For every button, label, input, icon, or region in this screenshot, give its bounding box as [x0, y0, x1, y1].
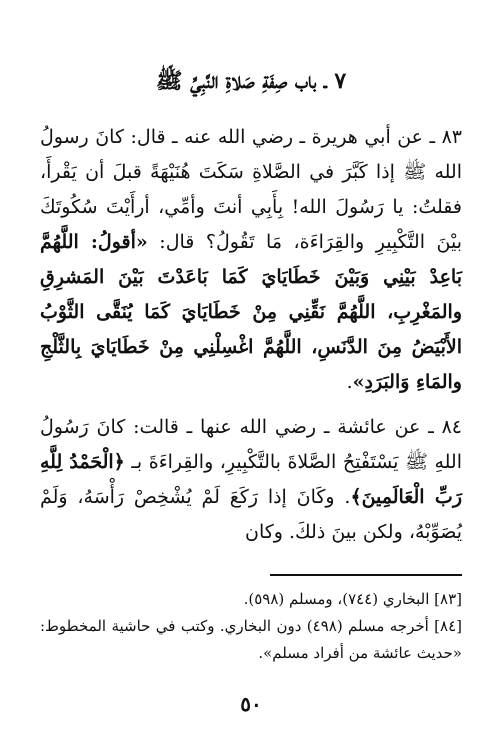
hadith-84-text: ٨٤ ـ عن عائشة ـ رضي الله عنها ـ قالت: كانَ رَسُولُ اللهِ ﷺ يَسْتَفْتِحُ الصَّلاةَ بالتَّكْبِيرِ، والقِراءَةَ بـ: [40, 416, 462, 473]
quran-verse: ﴿الْحَمْدُ لِلَّهِ رَبِّ الْعَالَمِينَ﴾: [40, 451, 462, 508]
hadith-83-text: ٨٣ ـ عن أبي هريرة ـ رضي الله عنه ـ قال: كانَ رسولُ الله ﷺ إذا كَبَّرَ في الصَّلاةِ سَكَتَ هُنَيْهَةً قبلَ أن يَقْرأَ، فقلتُ: يا رَسُولَ الله! بِأَبِي أنتَ وأمِّي، أرأَيْتَ سُكُوتَكَ بيْنَ التَّكْبِيرِ والقِرَاءَة، مَا تَقُولُ؟ قال:: [40, 126, 462, 253]
hadith-83: [40, 120, 462, 400]
footnote-83: [٨٣] البخاري (٧٤٤)، ومسلم (٥٩٨).: [243, 590, 462, 608]
chapter-title: ٧ ـ باب صِفَةِ صَلاةِ النَّبِيِّ ﷺ: [155, 68, 347, 94]
hadith-83-end: .: [346, 371, 353, 393]
footnote-separator: [270, 574, 462, 576]
hadith-83-dua: «أقولُ: اللَّهُمَّ بَاعِدْ بَيْنِي وَبَيْنَ خَطَايَايَ كَمَا بَاعَدْتَ بَيْنَ المَشرِقِ والمَغْرِبِ، اللَّهُمَّ نَقِّنِي مِنْ خَطَايَايَ كَمَا يُنَقَّى الثَّوْبُ الأَبْيَضُ مِنَ الدَّنَسِ، اللَّهُمَّ اغْسِلْنِي مِنْ خَطَايَايَ بِالثَّلْجِ والمَاءِ وَالبَرَدِ»: [40, 231, 462, 393]
footnote-84: [٨٤] أخرجه مسلم (٤٩٨) دون البخاري. وكتب في حاشية المخطوط: «حديث عائشة من أفراد مسلم».: [40, 617, 462, 662]
footnotes: [40, 586, 462, 667]
hadith-84-continuation: . وكَانَ إذا رَكَعَ لَمْ يُشْخِصْ رَأْسَهُ، وَلَمْ يُصَوِّبْهُ، ولكن بينَ ذلكَ. وكان: [40, 486, 462, 543]
hadith-84: [40, 410, 462, 550]
page-number: ٥٠: [240, 692, 262, 716]
